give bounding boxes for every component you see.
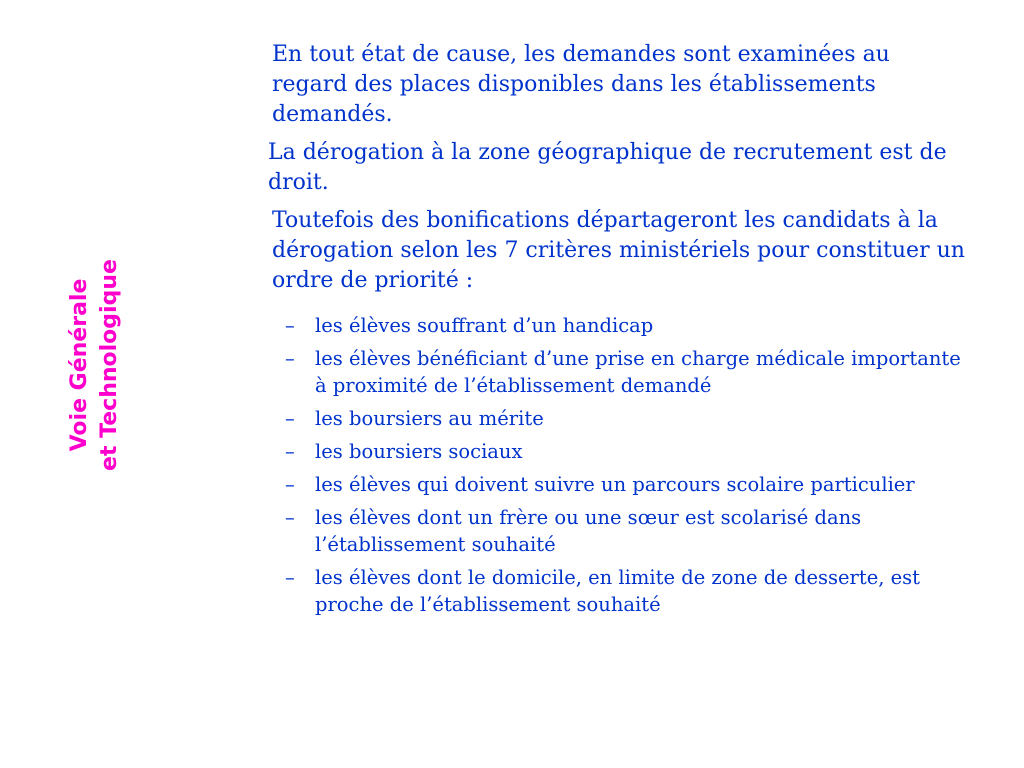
list-item — [268, 504, 968, 558]
criterion-text: les élèves dont le domicile, en limite de zone de desserte, est proche de l’établissement souhaité — [315, 566, 921, 616]
list-item — [268, 405, 968, 432]
paragraph-derogation: La dérogation à la zone géographique de recrutement est de droit. — [268, 140, 947, 195]
list-item — [268, 345, 968, 399]
list-item — [268, 312, 968, 339]
side-title — [62, 220, 128, 510]
bullet-dash: – — [285, 566, 295, 589]
bullet-dash: – — [285, 473, 295, 496]
criterion-text: les boursiers au mérite — [315, 407, 544, 430]
criterion-text: les élèves bénéficiant d’une prise en charge médicale importante à proximité de l’établissement demandé — [315, 347, 961, 397]
list-item — [268, 564, 968, 618]
criterion-text: les élèves souffrant d’un handicap — [315, 314, 654, 337]
list-item — [268, 438, 968, 465]
bullet-dash: – — [285, 506, 295, 529]
side-title-line-1: Voie Générale — [67, 278, 92, 452]
criterion-text: les élèves dont un frère ou une sœur est scolarisé dans l’établissement souhaité — [315, 506, 862, 556]
bullet-dash: – — [285, 440, 295, 463]
criteria-list — [268, 312, 968, 618]
side-title-line-2: et Technologique — [97, 259, 122, 471]
bullet-dash: – — [285, 407, 295, 430]
list-item — [268, 471, 968, 498]
paragraph-examination: En tout état de cause, les demandes sont examinées au regard des places disponibles dans les établissements demandés. — [272, 42, 890, 127]
bullet-dash: – — [285, 314, 295, 337]
paragraph-bonifications: Toutefois des bonifications départageront les candidats à la dérogation selon les 7 critères ministériels pour constituer un ordre de priorité : — [272, 208, 965, 293]
criterion-text: les boursiers sociaux — [315, 440, 523, 463]
bullet-dash: – — [285, 347, 295, 370]
criterion-text: les élèves qui doivent suivre un parcours scolaire particulier — [315, 473, 915, 496]
side-title-text — [65, 220, 125, 510]
slide-content — [268, 40, 968, 624]
